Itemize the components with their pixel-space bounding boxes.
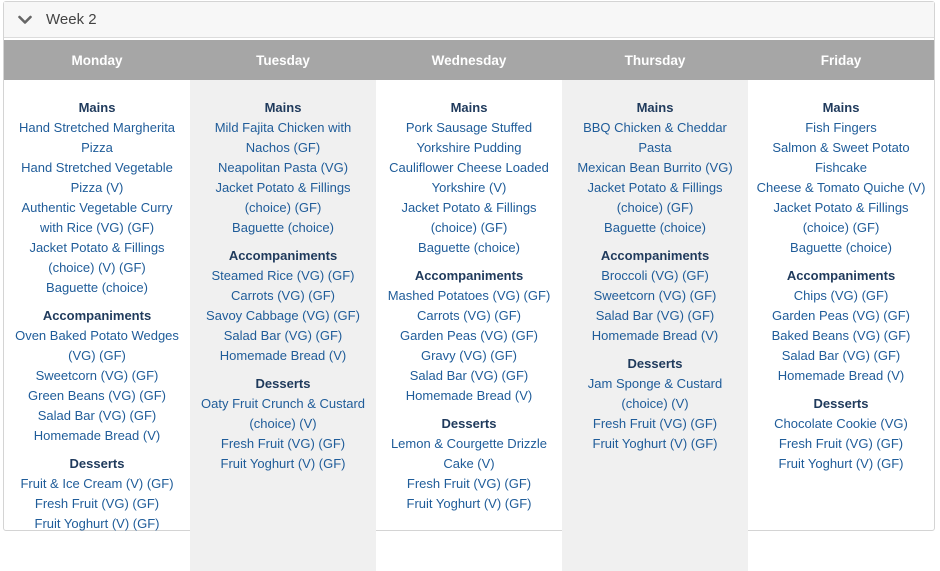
section-heading: Desserts [627,356,683,371]
menu-item-link[interactable]: Steamed Rice (VG) (GF) [211,268,355,283]
menu-item-link[interactable]: Homemade Bread (V) [219,348,347,363]
menu-item-link[interactable]: Green Beans (VG) (GF) [28,388,166,403]
menu-item-link[interactable]: Baguette (choice) [604,220,706,235]
menu-item-link[interactable]: Baked Beans (VG) (GF) [771,328,911,343]
menu-item-link[interactable]: Fresh Fruit (VG) (GF) [220,436,346,451]
menu-item-link[interactable]: Salad Bar (VG) (GF) [595,308,715,323]
menu-item-link[interactable]: Pork Sausage Stuffed Yorkshire Pudding [405,120,533,155]
day-column-tuesday [190,80,376,571]
menu-item-link[interactable]: Jacket Potato & Fillings (choice) (GF) [773,200,909,235]
menu-item-link[interactable]: Fresh Fruit (VG) (GF) [34,496,160,511]
menu-item-link[interactable]: Jacket Potato & Fillings (choice) (V) (GF) [29,240,165,275]
menu-item-link[interactable]: Homemade Bread (V) [591,328,719,343]
section-heading: Accompaniments [414,268,524,283]
day-header-tuesday: Tuesday [256,52,310,68]
menu-item-link[interactable]: Chips (VG) (GF) [793,288,889,303]
menu-item-link[interactable]: Homemade Bread (V) [33,428,161,443]
menu-item-link[interactable]: Chocolate Cookie (VG) [774,416,908,431]
day-column-friday [748,80,934,571]
menu-item-link[interactable]: Salad Bar (VG) (GF) [223,328,343,343]
week-toggle[interactable] [4,2,934,38]
menu-item-link[interactable]: Fruit Yoghurt (V) (GF) [592,436,718,451]
menu-item-link[interactable]: Lemon & Courgette Drizzle Cake (V) [390,436,548,471]
menu-item-link[interactable]: Neapolitan Pasta (VG) [217,160,349,175]
menu-item-link[interactable]: Fruit Yoghurt (V) (GF) [406,496,532,511]
day-header-monday: Monday [71,52,123,68]
day-header-wednesday: Wednesday [431,52,507,68]
menu-item-link[interactable]: Cauliflower Cheese Loaded Yorkshire (V) [389,160,549,195]
day-column-thursday [562,80,748,571]
section-heading: Mains [450,100,488,115]
menu-item-link[interactable]: Hand Stretched Margherita Pizza [18,120,176,155]
section-heading: Accompaniments [42,308,152,323]
day-column-wednesday [376,80,562,571]
section-heading: Accompaniments [786,268,896,283]
menu-item-link[interactable]: Cheese & Tomato Quiche (V) [756,180,926,195]
menu-item-link[interactable]: Fruit & Ice Cream (V) (GF) [20,476,174,491]
section-heading: Mains [78,100,116,115]
menu-item-link[interactable]: Jacket Potato & Fillings (choice) (GF) [215,180,351,215]
menu-item-link[interactable]: Salmon & Sweet Potato Fishcake [772,140,910,175]
menu-item-link[interactable]: Carrots (VG) (GF) [417,308,521,323]
menu-item-link[interactable]: Homemade Bread (V) [777,368,905,383]
menu-item-link[interactable]: Carrots (VG) (GF) [231,288,335,303]
section-heading: Mains [264,100,302,115]
menu-item-link[interactable]: Authentic Vegetable Curry with Rice (VG) (GF) [21,200,173,235]
week-panel [3,1,935,531]
menu-item-link[interactable]: Sweetcorn (VG) (GF) [35,368,159,383]
day-column-monday [4,80,190,571]
menu-item-link[interactable]: Homemade Bread (V) [405,388,533,403]
menu-item-link[interactable]: Gravy (VG) (GF) [420,348,518,363]
menu-item-link[interactable]: Oven Baked Potato Wedges (VG) (GF) [15,328,179,363]
menu-item-link[interactable]: Fresh Fruit (VG) (GF) [592,416,718,431]
day-body-row [4,80,934,571]
menu-item-link[interactable]: Sweetcorn (VG) (GF) [593,288,717,303]
day-header-row [4,40,934,80]
menu-item-link[interactable]: Savoy Cabbage (VG) (GF) [206,308,360,323]
section-heading: Desserts [69,456,125,471]
menu-item-link[interactable]: Salad Bar (VG) (GF) [781,348,901,363]
menu-item-link[interactable]: Jam Sponge & Custard (choice) (V) [587,376,723,411]
menu-item-link[interactable]: BBQ Chicken & Cheddar Pasta [583,120,727,155]
menu-item-link[interactable]: Salad Bar (VG) (GF) [37,408,157,423]
section-heading: Desserts [813,396,869,411]
section-heading: Mains [636,100,674,115]
menu-item-link[interactable]: Fish Fingers [805,120,877,135]
menu-item-link[interactable]: Mexican Bean Burrito (VG) [577,160,733,175]
menu-table [4,40,934,571]
menu-item-link[interactable]: Jacket Potato & Fillings (choice) (GF) [587,180,723,215]
menu-item-link[interactable]: Fruit Yoghurt (V) (GF) [34,516,160,531]
menu-item-link[interactable]: Broccoli (VG) (GF) [601,268,709,283]
menu-item-link[interactable]: Fresh Fruit (VG) (GF) [406,476,532,491]
menu-item-link[interactable]: Oaty Fruit Crunch & Custard (choice) (V) [201,396,365,431]
menu-item-link[interactable]: Mild Fajita Chicken with Nachos (GF) [214,120,352,155]
day-header-thursday: Thursday [624,52,686,68]
menu-item-link[interactable]: Baguette (choice) [790,240,892,255]
day-header-friday: Friday [820,52,862,68]
section-heading: Accompaniments [228,248,338,263]
menu-item-link[interactable]: Salad Bar (VG) (GF) [409,368,529,383]
menu-item-link[interactable]: Hand Stretched Vegetable Pizza (V) [21,160,173,195]
week-title: Week 2 [46,11,97,28]
menu-item-link[interactable]: Garden Peas (VG) (GF) [400,328,538,343]
chevron-down-icon[interactable] [18,12,34,28]
section-heading: Accompaniments [600,248,710,263]
menu-item-link[interactable]: Fresh Fruit (VG) (GF) [778,436,904,451]
menu-item-link[interactable]: Fruit Yoghurt (V) (GF) [220,456,346,471]
section-heading: Desserts [255,376,311,391]
menu-item-link[interactable]: Baguette (choice) [418,240,520,255]
menu-item-link[interactable]: Mashed Potatoes (VG) (GF) [387,288,551,303]
menu-item-link[interactable]: Baguette (choice) [46,280,148,295]
section-heading: Mains [822,100,860,115]
menu-item-link[interactable]: Fruit Yoghurt (V) (GF) [778,456,904,471]
section-heading: Desserts [441,416,497,431]
menu-item-link[interactable]: Jacket Potato & Fillings (choice) (GF) [401,200,537,235]
menu-item-link[interactable]: Garden Peas (VG) (GF) [772,308,910,323]
menu-item-link[interactable]: Baguette (choice) [232,220,334,235]
